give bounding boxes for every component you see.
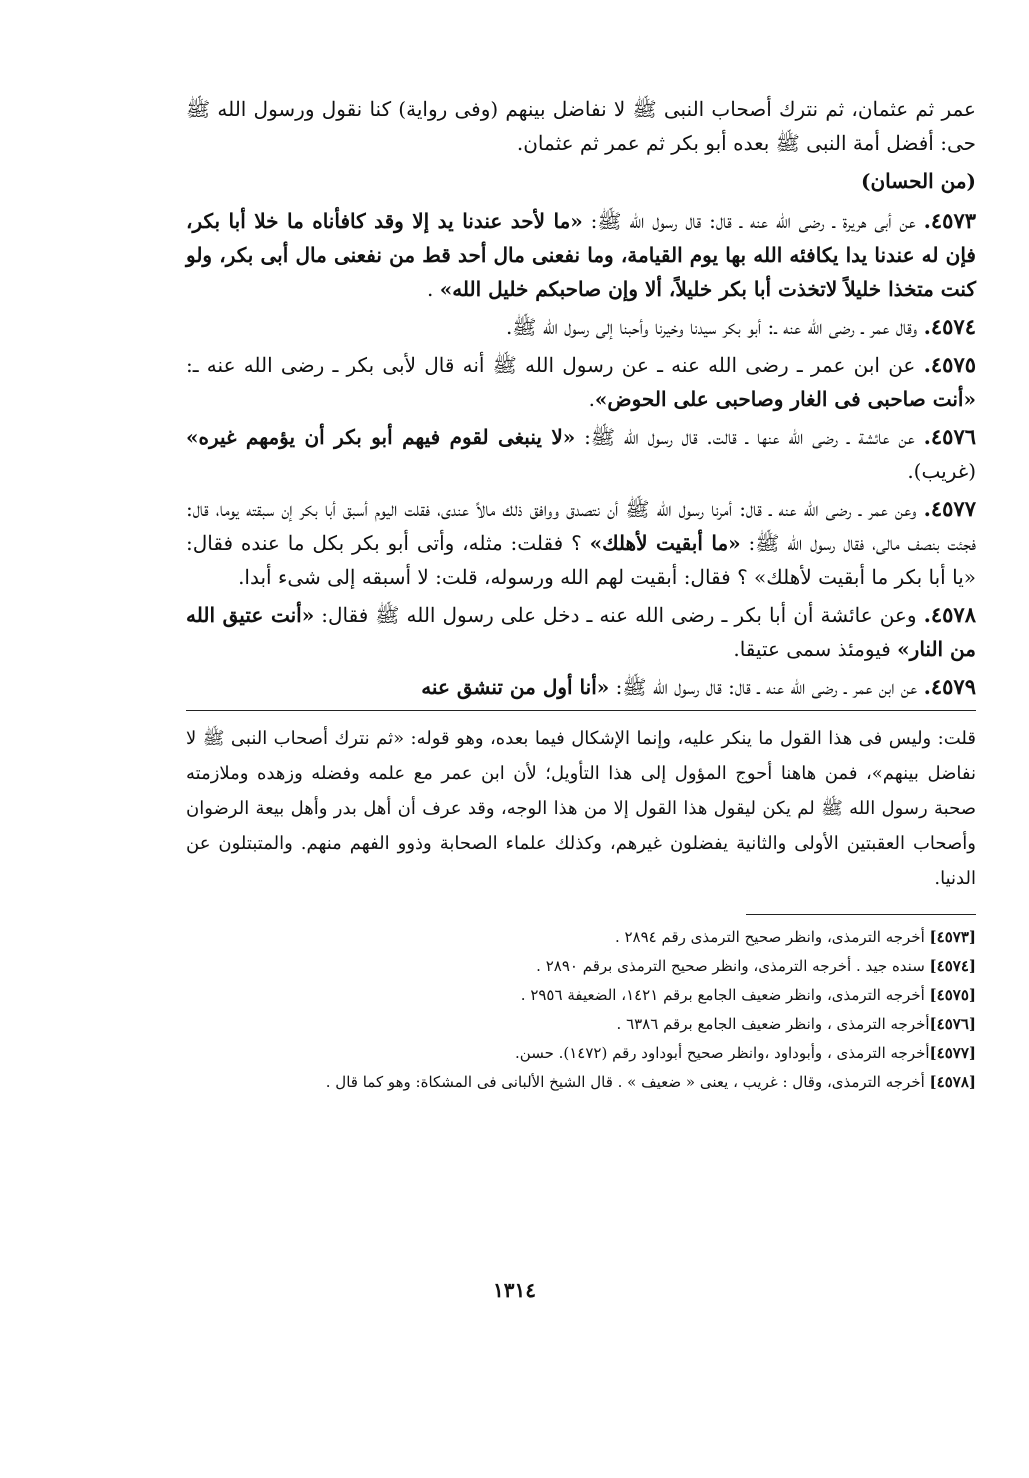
- hadith-4579: ٤٥٧٩. عن ابن عمر ـ رضى الله عنه ـ قال: قال رسول الله ﷺ: «أنا أول من تنشق عنه: [421, 674, 976, 699]
- footnote-text: أخرجه الترمذى، وقال : غريب ، يعنى « ضعيف » . قال الشيخ الألبانى فى المشكاة: وهو كما قال .: [325, 1073, 930, 1091]
- hadith-quote: «ما أبقيت لأهلك»: [589, 531, 741, 555]
- hadith-number: ٤٥٧٨: [930, 602, 976, 627]
- hadith-number: ٤٥٧٧: [930, 496, 976, 521]
- hadith-narration: عن ابن عمر ـ رضى الله عنه ـ قال: قال رسول الله ﷺ:: [609, 675, 918, 699]
- hadith-quote: «ما لأحد عندنا يد إلا وقد كافأناه ما خلا أبا بكر، فإن له عندنا يدا يكافئه الله بها يوم القيامة، وما نفعنى مال أحد قط من نفعنى مال أبى بكر، ولو كنت متخذا خليلاً لاتخذت أبا بكر خليلاً، ألا وإن صاحبكم خليل الله»: [186, 209, 976, 301]
- footnote-text: أخرجه الترمذى ، وأبوداود ،وانظر صحيح أبوداود رقم (١٤٧٢). حسن.: [515, 1044, 930, 1062]
- section-source-label: [186, 164, 976, 198]
- hadith-quote: «أنت عتيق الله من النار»: [186, 603, 976, 661]
- hadith-narration: وعن عائشة أن أبا بكر ـ رضى الله عنه ـ دخل على رسول الله ﷺ فقال:: [314, 603, 917, 627]
- hadith-quote: «أنت صاحبى فى الغار وصاحبى على الحوض»: [594, 387, 976, 411]
- commentary-paragraph: [186, 721, 976, 896]
- hadith-suffix: .: [588, 387, 595, 411]
- hadith-4578: ٤٥٧٨. وعن عائشة أن أبا بكر ـ رضى الله عنه ـ دخل على رسول الله ﷺ فقال: «أنت عتيق الله من النار» فيومئذ سمى عتيقا.: [186, 602, 976, 661]
- intro-paragraph: [186, 92, 976, 160]
- footnote-number: [٤٥٧٤]: [929, 957, 976, 975]
- intro-text: عمر ثم عثمان، ثم نترك أصحاب النبى ﷺ لا نفاضل بينهم (وفى رواية) كنا نقول ورسول الله ﷺ حى: أفضل أمة النبى ﷺ بعده أبو بكر ثم عمر ثم عثمان.: [186, 97, 976, 155]
- hadith-4577: ٤٥٧٧. وعن عمر ـ رضى الله عنه ـ قال: أمرنا رسول الله ﷺ أن نتصدق ووافق ذلك مالاً عندى، فقلت اليوم أسبق أبا بكر إن سبقته يوما، قال: فجئت بنصف مالى، فقال رسول الله ﷺ: «ما أبقيت لأهلك» ؟ فقلت: مثله، وأتى أبو بكر بكل ما عنده فقال: «يا أبا بكر ما أبقيت لأهلك» ؟ فقال: أبقيت لهم الله ورسوله، قلت: لا أسبقه إلى شىء أبدا.: [186, 496, 977, 589]
- footnote-number: [٤٥٧٨]: [929, 1073, 976, 1091]
- footnote-item: [186, 1010, 976, 1039]
- footnote-text: أخرجه الترمذى، وانظر صحيح الترمذى رقم ٢٨٩٤ .: [614, 928, 930, 946]
- hadith-number: ٤٥٧٩: [930, 674, 976, 699]
- footnote-text: أخرجه الترمذى، وانظر ضعيف الجامع برقم ١٤٢١، الضعيفة ٢٩٥٦ .: [520, 986, 930, 1004]
- hadith-number: ٤٥٧٤: [930, 314, 976, 339]
- hadith-number: ٤٥٧٦: [930, 424, 977, 449]
- footnote-item: [186, 952, 976, 981]
- hadith-suffix: فيومئذ سمى عتيقا.: [733, 637, 898, 661]
- footnote-text: سنده جيد . أخرجه الترمذى، وانظر صحيح الترمذى برقم ٢٨٩٠ .: [536, 957, 930, 975]
- source-label-text: (من الحسان): [860, 169, 976, 193]
- commentary-divider: [186, 710, 976, 711]
- footnote-item: [186, 1039, 976, 1068]
- footnote-text: أخرجه الترمذى ، وانظر ضعيف الجامع برقم ٦٣٨٦ .: [616, 1015, 930, 1033]
- hadith-4574: ٤٥٧٤. وقال عمر ـ رضى الله عنه ـ: أبو بكر سيدنا وخيرنا وأحبنا إلى رسول الله ﷺ.: [505, 314, 976, 339]
- hadith-suffix: .: [426, 277, 440, 301]
- hadith-narration: عن عائشة ـ رضى الله عنها ـ قالت. قال رسول الله ﷺ:: [575, 425, 915, 449]
- footnotes-divider: [746, 914, 976, 915]
- footnote-item: [186, 981, 976, 1010]
- page-number: ١٣١٤: [493, 1278, 536, 1302]
- hadith-4573: ٤٥٧٣. عن أبى هريرة ـ رضى الله عنه ـ قال: قال رسول الله ﷺ: «ما لأحد عندنا يد إلا وقد كافأناه ما خلا أبا بكر، فإن له عندنا يدا يكافئه الله بها يوم القيامة، وما نفعنى مال أحد قط من نفعنى مال أبى بكر، ولو كنت متخذا خليلاً لاتخذت أبا بكر خليلاً، ألا وإن صاحبكم خليل الله» .: [186, 208, 977, 301]
- hadith-number: ٤٥٧٣: [930, 208, 977, 233]
- hadith-narration: وعن عمر ـ رضى الله عنه ـ قال: أمرنا رسول الله ﷺ أن نتصدق ووافق ذلك مالاً عندى، فقلت اليوم أسبق أبا بكر إن سبقته يوما، قال: فجئت بنصف مالى، فقال رسول الله ﷺ:: [186, 497, 977, 555]
- hadith-quote: «لا ينبغى لقوم فيهم أبو بكر أن يؤمهم غيره»: [186, 425, 576, 449]
- footnotes-list: [186, 923, 976, 1097]
- footnote-number: [٤٥٧٧]: [929, 1044, 976, 1062]
- hadith-number: ٤٥٧٥: [930, 352, 977, 377]
- commentary-text: قلت: وليس فى هذا القول ما ينكر عليه، وإنما الإشكال فيما بعده، وهو قوله: «ثم نترك أصحاب النبى ﷺ لا نفاضل بينهم»، فمن هاهنا أحوج المؤول إلى هذا التأويل؛ لأن ابن عمر مع علمه وفضله وزهده وملازمته صحبة رسول الله ﷺ لم يكن ليقول هذا القول إلا من هذا الوجه، وقد عرف أن أهل بدر وأهل بيعة الرضوان وأصحاب العقبتين الأولى والثانية يفضلون غيرهم، وكذلك علماء الصحابة وذوو الفهم منهم. والمتبتلون عن الدنيا.: [186, 728, 976, 889]
- hadith-narration: عن ابن عمر ـ رضى الله عنه ـ عن رسول الله ﷺ أنه قال لأبى بكر ـ رضى الله عنه ـ:: [186, 353, 916, 377]
- footnote-item: [186, 923, 976, 952]
- footnote-number: [٤٥٧٥]: [929, 986, 976, 1004]
- hadith-4576: ٤٥٧٦. عن عائشة ـ رضى الله عنها ـ قالت. قال رسول الله ﷺ: «لا ينبغى لقوم فيهم أبو بكر أن يؤمهم غيره» (غريب).: [186, 424, 977, 483]
- hadith-quote: «أنا أول من تنشق عنه: [421, 675, 610, 699]
- footnote-item: [186, 1068, 976, 1097]
- hadith-suffix: ؟ فقلت: مثله، وأتى أبو بكر بكل ما عنده فقال: «يا أبا بكر ما أبقيت لأهلك» ؟ فقال: أبقيت لهم الله ورسوله، قلت: لا أسبقه إلى شىء أبدا.: [186, 531, 976, 589]
- page-content: [186, 92, 976, 1097]
- hadith-4575: ٤٥٧٥. عن ابن عمر ـ رضى الله عنه ـ عن رسول الله ﷺ أنه قال لأبى بكر ـ رضى الله عنه ـ: «أنت صاحبى فى الغار وصاحبى على الحوض».: [186, 352, 977, 411]
- hadith-narration: عن أبى هريرة ـ رضى الله عنه ـ قال: قال رسول الله ﷺ:: [582, 209, 916, 233]
- hadith-narration: وقال عمر ـ رضى الله عنه ـ: أبو بكر سيدنا وخيرنا وأحبنا إلى رسول الله ﷺ.: [505, 315, 918, 339]
- hadith-suffix: (غريب).: [907, 459, 976, 483]
- footnote-number: [٤٥٧٣]: [929, 928, 976, 946]
- footnote-number: [٤٥٧٦]: [929, 1015, 976, 1033]
